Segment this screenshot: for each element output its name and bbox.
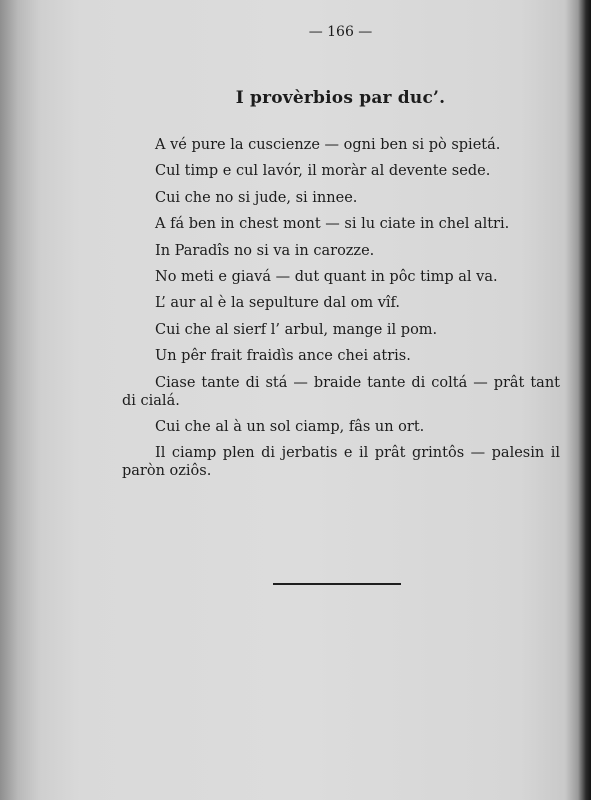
proverb: L’ aur al è la sepulture dal om vîf. [155,295,400,312]
proverb: A vé pure la cuscienze — ogni ben si pò spietá. [155,137,501,153]
end-rule-divider [273,583,401,585]
proverb: In Paradîs no si va in carozze. [155,242,375,259]
proverb: Cui che al à un sol ciamp, fâs un ort. [155,418,425,435]
page-title: I provèrbios par duc’. [235,88,446,108]
proverb: Il ciamp plen di jerbatis e il prât grintôs — palesin il paròn oziôs. [122,445,560,480]
proverb: No meti e giavá — dut quant in pôc timp al va. [155,268,498,285]
page-number: — 166 — [308,24,373,40]
proverb: Cul timp e cul lavór, il moràr al devente sede. [155,163,491,180]
proverb: Cui che no si jude, si innee. [155,189,358,206]
proverb: Ciase tante di stá — braide tante di coltá — prât tant di cialá. [122,374,560,409]
proverb: A fá ben in chest mont — si lu ciate in chel altri. [155,216,510,233]
proverb-list [122,136,560,489]
proverb: Cui che al sierf l’ arbul, mange il pom. [155,321,438,338]
proverb: Un pêr frait fraidìs ance chei atris. [155,348,411,365]
